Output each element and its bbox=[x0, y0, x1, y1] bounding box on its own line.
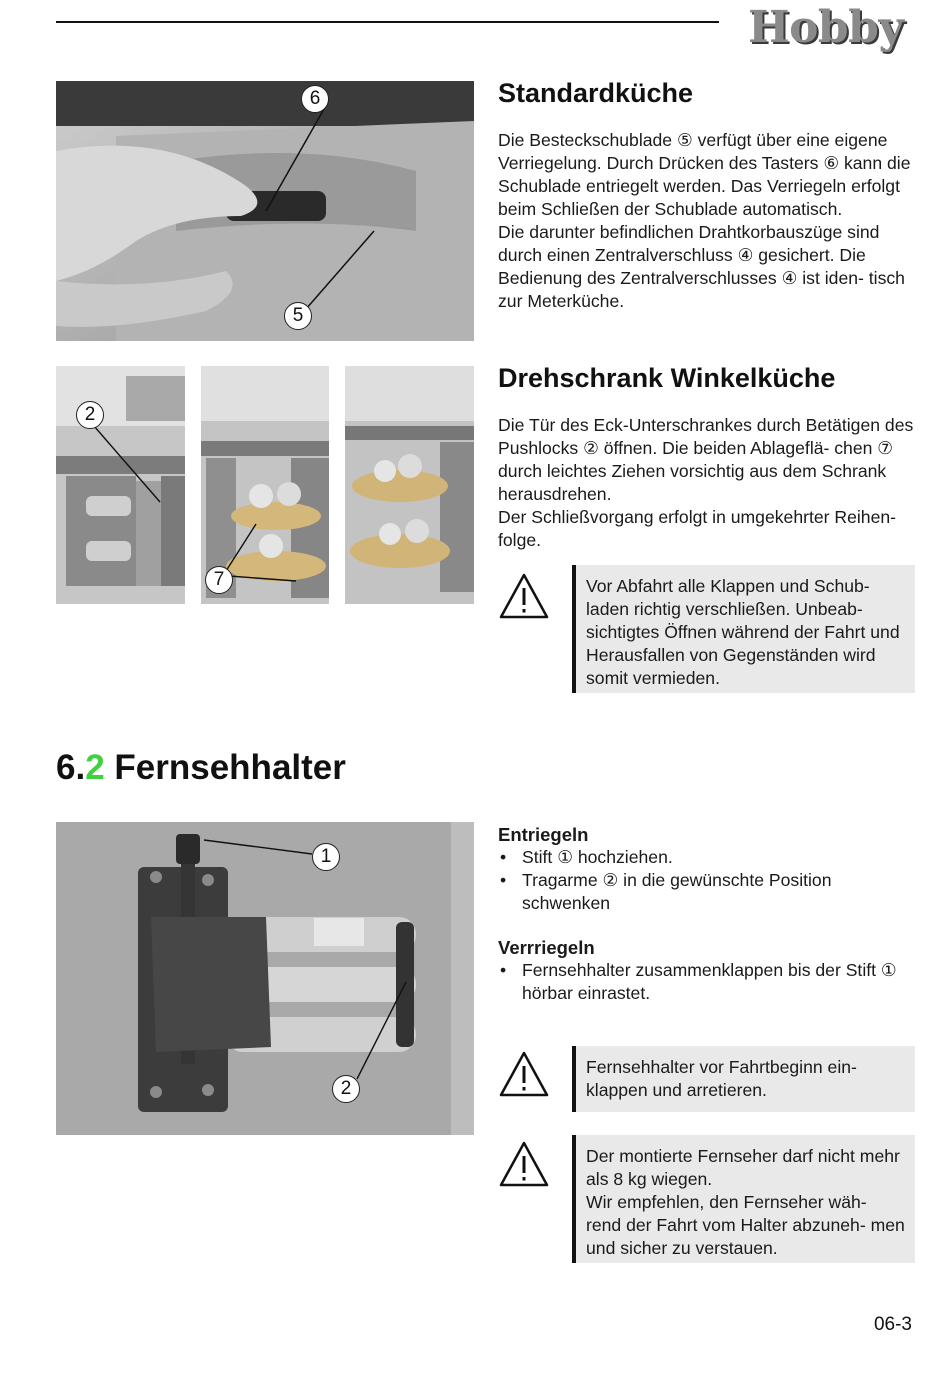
section-drehschrank bbox=[498, 363, 923, 552]
section-standardkueche bbox=[498, 78, 918, 313]
subheading-entriegeln: Entriegeln bbox=[498, 824, 589, 845]
list-item: • Fernsehhalter zusammenklappen bis der Stift ① hörbar einrastet. bbox=[498, 959, 923, 1005]
callout-5: 5 bbox=[284, 302, 312, 330]
chapter-number: 6. bbox=[56, 748, 86, 787]
drawer-photo bbox=[56, 81, 474, 341]
list-item: • Tragarme ② in die gewünschte Position schwenken bbox=[498, 869, 923, 915]
list-item: • Stift ① hochziehen. bbox=[498, 846, 923, 869]
warning-triangle-icon bbox=[498, 1050, 550, 1098]
section-title-standardkueche: Standardküche bbox=[498, 78, 694, 108]
warning-triangle-icon bbox=[498, 572, 550, 620]
warning-triangle-icon bbox=[498, 1140, 550, 1188]
warning-text: Der montierte Fernseher darf nicht mehr als 8 kg wiegen. bbox=[586, 1146, 900, 1189]
list-entriegeln bbox=[498, 846, 923, 915]
page-number: 06-3 bbox=[873, 1314, 912, 1335]
warning-text: Vor Abfahrt alle Klappen und Schub- laden richtig verschließen. Unbeab- sichtigtes Öffnen während der Fahrt und Herausfallen von Gegenständen wird somit vermieden. bbox=[586, 576, 900, 688]
section-title-drehschrank: Drehschrank Winkelküche bbox=[498, 363, 836, 393]
corner-cabinet-photo-1 bbox=[56, 366, 185, 604]
section-fernsehhalter bbox=[498, 824, 923, 1005]
header-rule bbox=[56, 21, 719, 23]
warning-text: Wir empfehlen, den Fernseher wäh- rend der Fahrt vom Halter abzuneh- men und sicher zu verstauen. bbox=[586, 1192, 905, 1258]
tv-mount-photo bbox=[56, 822, 474, 1135]
list-verriegeln bbox=[498, 959, 923, 1005]
subheading-verriegeln: Verrriegeln bbox=[498, 937, 595, 958]
callout-6: 6 bbox=[301, 85, 329, 113]
warning-note-tv-fold bbox=[572, 1046, 915, 1112]
paragraph: Die Tür des Eck-Unterschrankes durch Betätigen des Pushlocks ② öffnen. Die beiden Ablageflä- chen ⑦ durch leichtes Ziehen vorsichtig aus dem Schrank herausdrehen. bbox=[498, 415, 914, 504]
paragraph: Die Besteckschublade ⑤ verfügt über eine eigene Verriegelung. Durch Drücken des Tasters ⑥ kann die Schublade entriegelt werden. Das Verriegeln erfolgt beim Schließen der Schublade automatisch. bbox=[498, 130, 911, 219]
hobby-logo: Hobby bbox=[748, 2, 904, 53]
warning-note-closing bbox=[572, 565, 915, 693]
callout-1: 1 bbox=[312, 843, 340, 871]
paragraph: Der Schließvorgang erfolgt in umgekehrter Reihen- folge. bbox=[498, 507, 897, 550]
chapter-title: Fernsehhalter bbox=[114, 748, 346, 787]
callout-2: 2 bbox=[76, 401, 104, 429]
chapter-number-accent: 2 bbox=[85, 748, 105, 787]
warning-note-tv-weight bbox=[572, 1135, 915, 1263]
callout-2: 2 bbox=[332, 1075, 360, 1103]
chapter-heading bbox=[56, 748, 346, 788]
paragraph: Die darunter befindlichen Drahtkorbauszüge sind durch einen Zentralverschluss ④ gesichert. Die Bedienung des Zentralverschlusses ④ ist iden- tisch zur Meterküche. bbox=[498, 222, 905, 311]
corner-cabinet-photo-3 bbox=[345, 366, 474, 604]
warning-text: Fernsehhalter vor Fahrtbeginn ein- klappen und arretieren. bbox=[586, 1057, 857, 1100]
callout-7: 7 bbox=[205, 566, 233, 594]
